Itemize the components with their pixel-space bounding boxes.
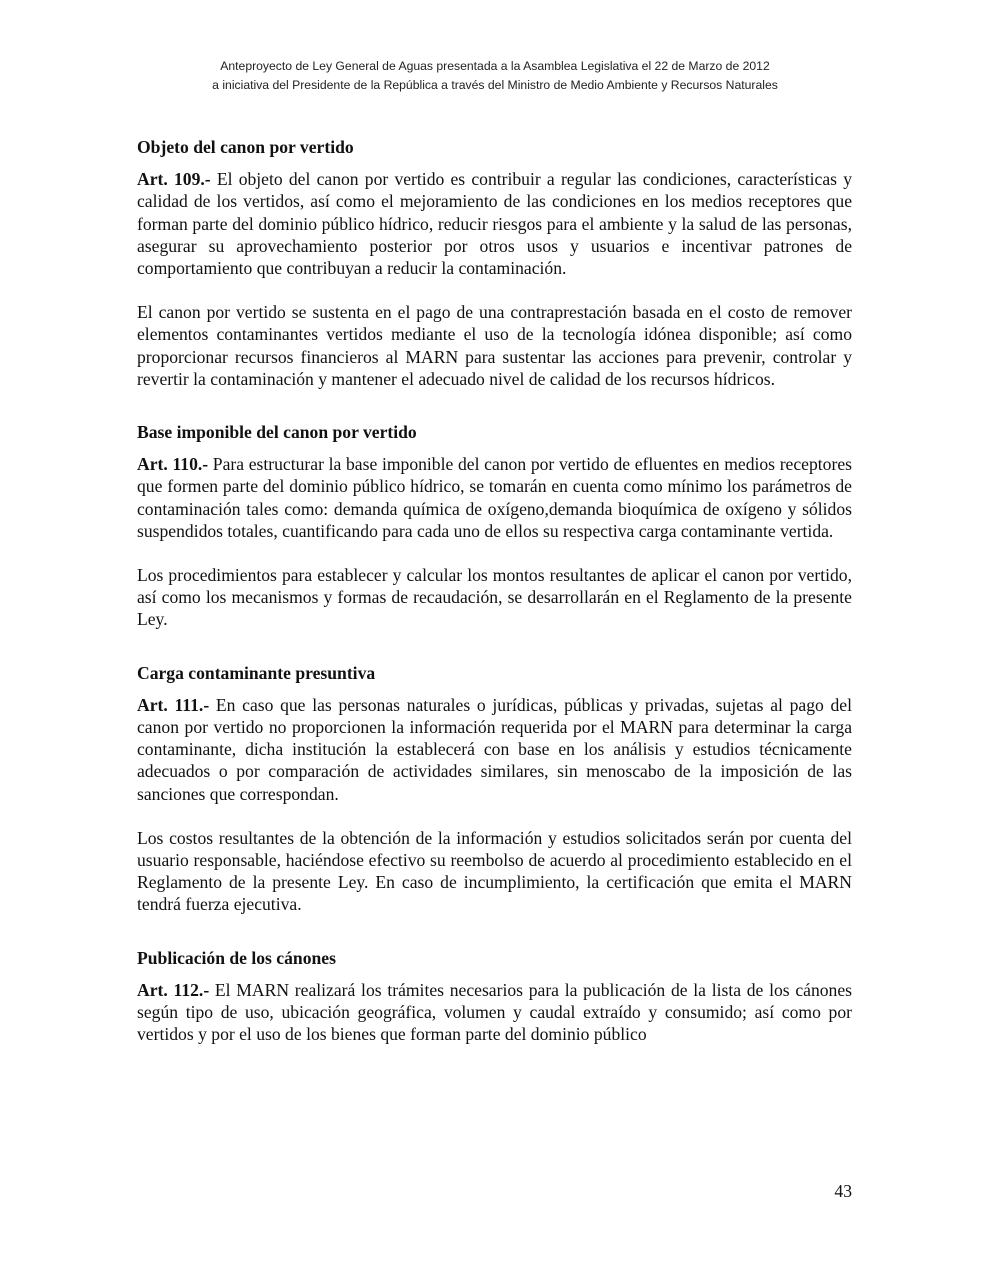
document-header [0,57,990,95]
section-art-109 [137,136,852,390]
article-label: Art. 109.- [137,169,211,190]
article-text: El objeto del canon por vertido es contribuir a regular las condiciones, características y calidad de los vertidos, así como el mejoramiento de las condiciones en los medios receptores que forman parte del dominio público hídrico, reducir riesgos para el ambiente y la salud de las personas, asegurar su aprovechamiento posterior por otros usos y usuarios e incentivar patrones de comportamiento que contribuyan a reducir la contaminación. [137,169,852,279]
section-art-112 [137,947,852,1046]
document-body [137,136,852,1046]
article-extra-paragraph: El canon por vertido se sustenta en el pago de una contraprestación basada en el costo de remover elementos contaminantes vertidos mediante el uso de la tecnología idónea disponible; así como proporcionar recursos financieros al MARN para sustentar las acciones para prevenir, controlar y revertir la contaminación y mantener el adecuado nivel de calidad de los recursos hídricos. [137,302,852,389]
header-line-2: a iniciativa del Presidente de la República a través del Ministro de Medio Ambiente y Recursos Naturales [212,78,778,92]
article-label: Art. 111.- [137,694,210,715]
section-art-111 [137,662,852,916]
article-label: Art. 110.- [137,454,209,475]
header-line-1: Anteproyecto de Ley General de Aguas presentada a la Asamblea Legislativa el 22 de Marzo de 2012 [220,59,770,73]
article-paragraph [137,979,852,1046]
section-heading: Base imponible del canon por vertido [137,422,417,443]
article-extra-paragraph: Los procedimientos para establecer y calcular los montos resultantes de aplicar el canon por vertido, así como los mecanismos y formas de recaudación, se desarrollarán en el Reglamento de la presente Ley. [137,565,852,630]
section-heading: Objeto del canon por vertido [137,137,354,157]
section-art-110 [137,421,852,631]
article-paragraph [137,168,852,279]
article-text: El MARN realizará los trámites necesarios para la publicación de la lista de los cánones según tipo de uso, ubicación geográfica, volumen y caudal extraído y consumido; así como por vertidos y por el uso de los bienes que forman parte del dominio público [137,979,852,1045]
article-label: Art. 112.- [137,979,210,1000]
section-heading: Carga contaminante presuntiva [137,662,376,683]
article-text: En caso que las personas naturales o jurídicas, públicas y privadas, sujetas al pago del canon por vertido no proporcionen la información requerida por el MARN para determinar la carga contaminante, dicha institución la establecerá con base en los análisis y estudios técnicamente adecuados o por comparación de actividades similares, sin menoscabo de la imposición de las sanciones que correspondan. [137,694,852,804]
article-text: Para estructurar la base imponible del canon por vertido de efluentes en medios receptores que formen parte del dominio público hídrico, se tomarán en cuenta como mínimo los parámetros de contaminación tales como: demanda química de oxígeno,demanda bioquímica de oxígeno y sólidos suspendidos totales, cuantificando para cada uno de ellos su respectiva carga contaminante vertida. [137,454,852,541]
article-paragraph [137,453,852,542]
article-extra-paragraph: Los costos resultantes de la obtención de la información y estudios solicitados serán por cuenta del usuario responsable, haciéndose efectivo su reembolso de acuerdo al procedimiento establecido en el Reglamento de la presente Ley. En caso de incumplimiento, la certificación que emita el MARN tendrá fuerza ejecutiva. [137,827,852,915]
page-number: 43 [834,1181,852,1201]
section-heading: Publicación de los cánones [137,947,336,968]
article-paragraph [137,694,852,805]
